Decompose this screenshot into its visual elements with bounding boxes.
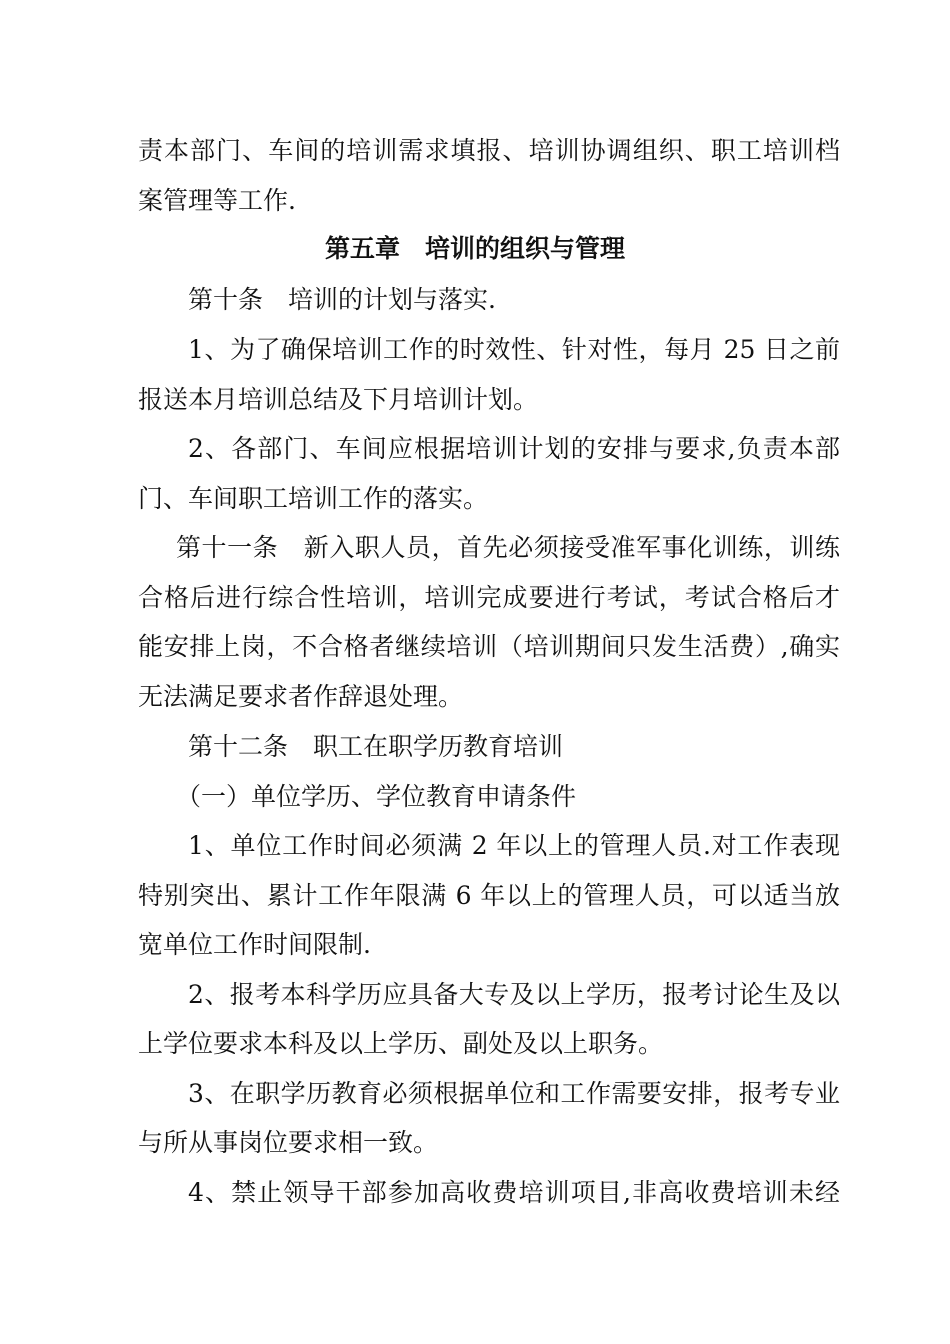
text-line-10: 合格后进行综合性培训，培训完成要进行考试，考试合格后才: [138, 583, 840, 612]
text-line-5: 1、为了确保培训工作的时效性、针对性，每月 25 日之前: [188, 335, 840, 364]
text-line-16: 特别突出、累计工作年限满 6 年以上的管理人员，可以适当放: [138, 881, 840, 910]
text-line-11: 能安排上岗，不合格者继续培训（培训期间只发生活费）,确实: [138, 632, 840, 661]
text-line-6: 报送本月培训总结及下月培训计划。: [138, 385, 539, 414]
section-1-title: （一）单位学历、学位教育申请条件: [176, 782, 577, 811]
text-line-20: 3、在职学历教育必须根据单位和工作需要安排，报考专业: [188, 1079, 840, 1108]
article-12-title: 第十二条 职工在职学历教育培训: [188, 732, 564, 761]
chapter-heading: 第五章 培训的组织与管理: [324, 234, 625, 263]
text-line-21: 与所从事岗位要求相一致。: [138, 1128, 439, 1157]
text-line-17: 宽单位工作时间限制.: [138, 930, 371, 959]
text-line-22: 4、禁止领导干部参加高收费培训项目,非高收费培训未经: [188, 1178, 840, 1207]
text-line-18: 2、报考本科学历应具备大专及以上学历，报考讨论生及以: [188, 980, 840, 1009]
text-line-12: 无法满足要求者作辞退处理。: [138, 682, 464, 711]
text-line-1: 责本部门、车间的培训需求填报、培训协调组织、职工培训档: [138, 136, 840, 165]
text-line-7: 2、各部门、车间应根据培训计划的安排与要求,负责本部: [188, 434, 840, 463]
article-10-title: 第十条 培训的计划与落实.: [188, 285, 496, 314]
text-line-8: 门、车间职工培训工作的落实。: [138, 484, 489, 513]
text-line-2: 案管理等工作.: [138, 186, 296, 215]
text-line-15: 1、单位工作时间必须满 2 年以上的管理人员.对工作表现: [188, 831, 840, 860]
text-line-19: 上学位要求本科及以上学历、副处及以上职务。: [138, 1029, 664, 1058]
article-11-title: 第十一条 新入职人员，首先必须接受准军事化训练，训练: [176, 533, 840, 562]
